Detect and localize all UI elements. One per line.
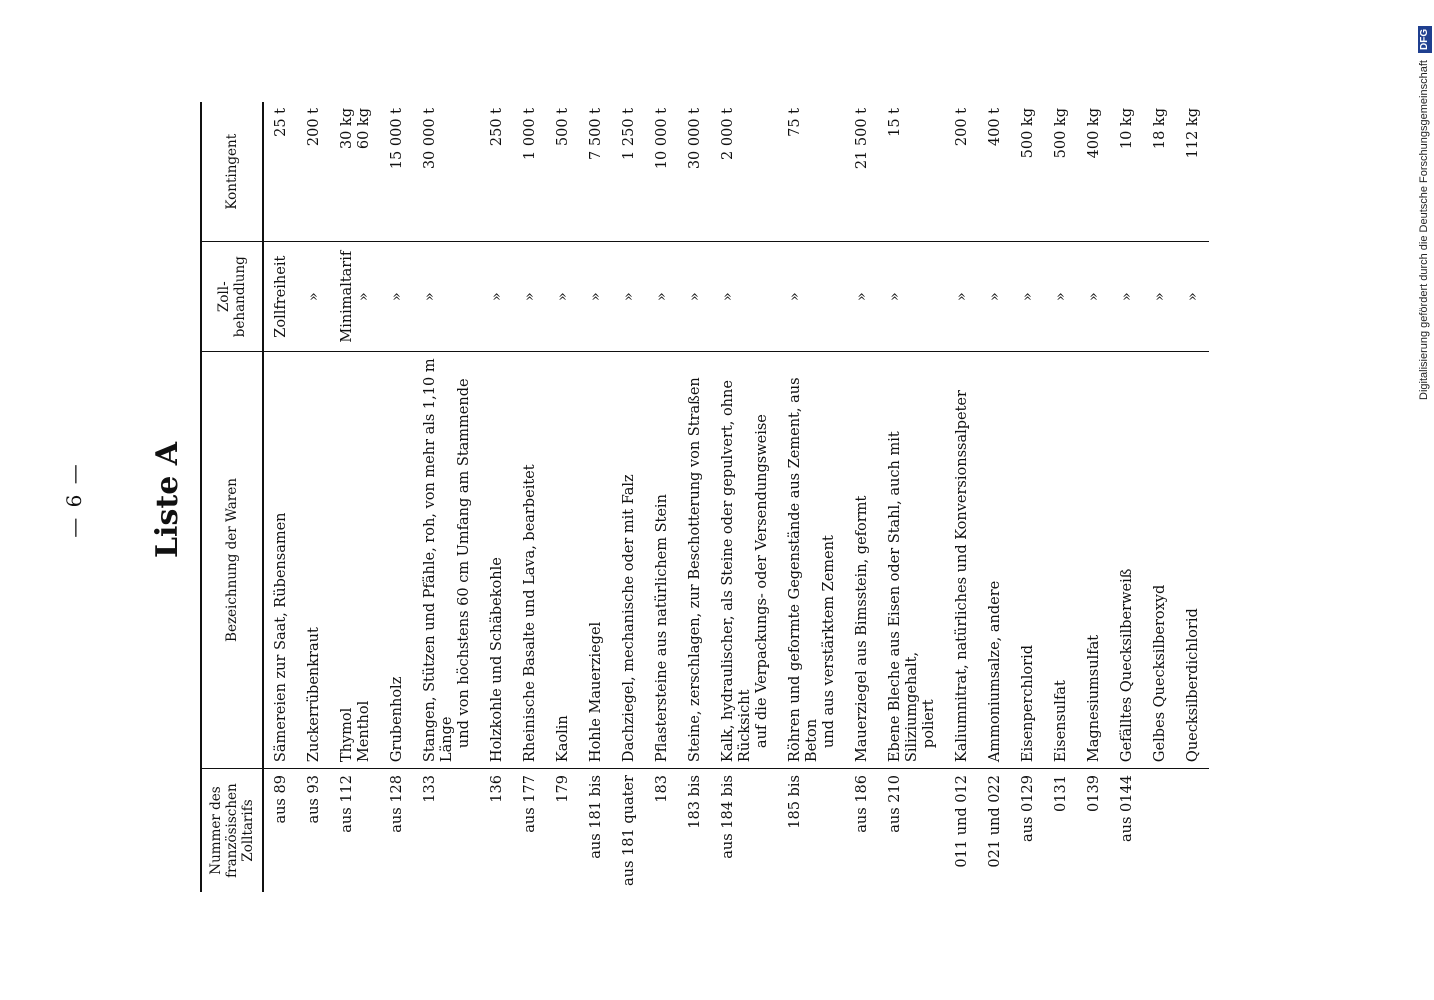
quota-cell (1176, 102, 1209, 242)
quota-value: 7 500 t (588, 108, 604, 160)
table-row (380, 102, 413, 892)
quota-cell (1044, 102, 1077, 242)
goods-quota-table (200, 102, 1209, 892)
table-row (945, 102, 978, 892)
header-customs-treatment: Zollbehandlung (201, 242, 263, 352)
description-line: Hohle Mauerziegel (588, 621, 604, 763)
description-line: poliert (921, 699, 937, 749)
goods-description-cell (645, 351, 678, 768)
tariff-number-cell (1143, 769, 1176, 892)
quota-cell (1011, 102, 1044, 242)
goods-description-cell (778, 351, 845, 768)
tariff-number-cell: aus 177 (522, 775, 538, 833)
quota-cell (413, 102, 480, 242)
customs-treatment-cell: » (778, 242, 845, 352)
description-line: Quecksilberdichlorid (1185, 608, 1201, 763)
quota-value: 250 t (489, 108, 505, 147)
goods-description-cell (678, 351, 711, 768)
customs-treatment-cell: » (945, 242, 978, 352)
table-row (263, 102, 297, 892)
quota-value: 200 t (954, 108, 970, 147)
quota-value: 400 t (987, 108, 1003, 147)
table-row (612, 102, 645, 892)
tariff-number-cell: aus 184 bis (720, 775, 736, 859)
quota-value: 500 t (555, 108, 571, 147)
customs-treatment-cell: » (678, 242, 711, 352)
tariff-number-cell: aus 93 (306, 775, 322, 824)
tariff-number-cell: 183 (654, 775, 670, 803)
customs-treatment-cell: » (1143, 242, 1176, 352)
customs-treatment-cell: » (413, 242, 480, 352)
table-row (711, 102, 778, 892)
tariff-number-cell: aus 181 bis (588, 775, 604, 859)
goods-description-cell (1110, 351, 1143, 768)
quota-value: 200 t (306, 108, 322, 147)
header-tariff-number: Nummer des französischen Zolltarifs (201, 769, 263, 892)
quota-cell (645, 102, 678, 242)
table-row (413, 102, 480, 892)
table-row (1044, 102, 1077, 892)
customs-treatment-cell: » (480, 242, 513, 352)
quota-cell (711, 102, 778, 242)
page-number: — 6 — (62, 462, 86, 538)
tariff-number-cell: 0139 (1086, 775, 1102, 812)
quota-value: 30 kg (339, 108, 355, 150)
quota-cell (546, 102, 579, 242)
description-line: Pflastersteine aus natürlichem Stein (654, 494, 670, 763)
quota-cell (878, 102, 945, 242)
customs-treatment-cell: » (297, 242, 330, 352)
description-line: Gefälltes Quecksilberweiß (1119, 568, 1135, 763)
quota-cell (1077, 102, 1110, 242)
goods-description-cell (1077, 351, 1110, 768)
goods-description-cell (380, 351, 413, 768)
tariff-number-cell: aus 0129 (1020, 775, 1036, 842)
tariff-number-cell: 021 und 022 (987, 775, 1003, 868)
table-row (579, 102, 612, 892)
quota-value: 10 kg (1119, 108, 1135, 150)
description-line: Grubenholz (389, 676, 405, 763)
description-line: auf die Verpackungs- oder Versendungsweise (754, 414, 770, 749)
table-row (845, 102, 878, 892)
quota-cell (978, 102, 1011, 242)
table-body (263, 102, 1209, 892)
goods-description-cell (945, 351, 978, 768)
description-line: Gelbes Quecksilberoxyd (1152, 584, 1168, 763)
goods-description-cell (612, 351, 645, 768)
customs-treatment-cell: » (878, 242, 945, 352)
dfg-logo: DFG (1418, 26, 1432, 53)
dfg-sidebar (1414, 0, 1434, 400)
quota-value: 60 kg (356, 108, 372, 150)
goods-description-cell (263, 351, 297, 768)
customs-treatment-cell: » (546, 242, 579, 352)
quota-cell (579, 102, 612, 242)
description-line: Stangen, Stützen und Pfähle, roh, von mehr als 1,10 m Länge (422, 358, 455, 763)
quota-value: 500 kg (1053, 108, 1069, 159)
tariff-number-cell: aus 89 (273, 775, 289, 824)
customs-treatment-cell: » (1077, 242, 1110, 352)
table-row (678, 102, 711, 892)
description-line: Mauerziegel aus Bimsstein, geformt (854, 495, 870, 763)
quota-cell (263, 102, 297, 242)
description-line: Eisensulfat (1053, 680, 1069, 763)
goods-description-cell (579, 351, 612, 768)
description-line: Menthol (356, 700, 372, 763)
quota-cell (612, 102, 645, 242)
description-line: Kaolin (555, 715, 571, 763)
description-line: und von höchstens 60 cm Umfang am Stammende (456, 378, 472, 749)
quota-value: 2 000 t (720, 108, 736, 160)
quota-value: 112 kg (1185, 108, 1201, 159)
table-row (1143, 102, 1176, 892)
tariff-number-cell: 011 und 012 (954, 775, 970, 868)
quota-value: 1 250 t (621, 108, 637, 160)
goods-description-cell (1011, 351, 1044, 768)
goods-description-cell (1176, 351, 1209, 768)
goods-description-cell (978, 351, 1011, 768)
dfg-funding-note: Digitalisierung gefördert durch die Deutsche Forschungsgemeinschaft (1418, 60, 1430, 400)
goods-description-cell (513, 351, 546, 768)
description-line: Röhren und geformte Gegenstände aus Zement, aus Beton (787, 377, 820, 763)
customs-treatment-cell: » (645, 242, 678, 352)
customs-treatment-cell: » (1110, 242, 1143, 352)
quota-cell (1143, 102, 1176, 242)
customs-treatment-cell: Minimaltarif » (330, 242, 380, 352)
goods-description-cell (297, 351, 330, 768)
tariff-number-cell: aus 181 quater (621, 775, 637, 886)
header-quota: Kontingent (201, 102, 263, 242)
quota-value: 10 000 t (654, 108, 670, 170)
customs-treatment-cell: » (711, 242, 778, 352)
quota-value: 30 000 t (687, 108, 703, 170)
quota-cell (845, 102, 878, 242)
table-row (297, 102, 330, 892)
table-row (513, 102, 546, 892)
tariff-number-cell: 179 (555, 775, 571, 803)
quota-cell (778, 102, 845, 242)
description-line: Eisenperchlorid (1020, 645, 1036, 763)
table-row (1176, 102, 1209, 892)
table-row (330, 102, 380, 892)
quota-value: 1 000 t (522, 108, 538, 160)
description-line: Kaliumnitrat, natürliches und Konversionssalpeter (954, 390, 970, 763)
description-line: Ammoniumsalze, andere (987, 580, 1003, 763)
table-row (645, 102, 678, 892)
quota-value: 15 000 t (389, 108, 405, 170)
quota-cell (330, 102, 380, 242)
tariff-number-cell: aus 210 (887, 775, 903, 833)
tariff-number-cell: 185 bis (787, 775, 803, 829)
customs-treatment-cell: » (513, 242, 546, 352)
table-row (1110, 102, 1143, 892)
goods-description-cell (546, 351, 579, 768)
quota-value: 18 kg (1152, 108, 1168, 150)
description-line: Sämereien zur Saat, Rübensamen (273, 512, 289, 763)
customs-treatment-cell: » (1044, 242, 1077, 352)
table-header-row (201, 102, 263, 892)
description-line: Thymol (339, 707, 355, 763)
table-row (546, 102, 579, 892)
tariff-number-cell (1176, 769, 1209, 892)
quota-value: 75 t (787, 108, 803, 137)
description-line: Dachziegel, mechanische oder mit Falz (621, 474, 637, 763)
quota-value: 25 t (273, 108, 289, 137)
description-line: und aus verstärktem Zement (821, 535, 837, 749)
quota-cell (380, 102, 413, 242)
page-title: Liste A (150, 441, 185, 559)
customs-treatment-cell: Zollfreiheit (263, 242, 297, 352)
header-goods-description: Bezeichnung der Waren (201, 351, 263, 768)
tariff-number-cell: aus 186 (854, 775, 870, 833)
quota-cell (297, 102, 330, 242)
goods-description-cell (480, 351, 513, 768)
tariff-number-cell: 0131 (1053, 775, 1069, 812)
goods-description-cell (878, 351, 945, 768)
goods-description-cell (711, 351, 778, 768)
description-line: Rheinische Basalte und Lava, bearbeitet (522, 464, 538, 763)
description-line: Ebene Bleche aus Eisen oder Stahl, auch mit Siliziumgehalt, (887, 431, 920, 763)
tariff-number-cell: 136 (489, 775, 505, 803)
quota-cell (945, 102, 978, 242)
quota-value: 500 kg (1020, 108, 1036, 159)
description-line: Steine, zerschlagen, zur Beschotterung von Straßen (687, 377, 703, 763)
quota-value: 30 000 t (422, 108, 438, 170)
tariff-number-cell: aus 112 (339, 775, 355, 833)
customs-treatment-cell: » (1176, 242, 1209, 352)
goods-description-cell (845, 351, 878, 768)
customs-treatment-cell: » (380, 242, 413, 352)
quota-cell (1110, 102, 1143, 242)
table-row (978, 102, 1011, 892)
customs-treatment-cell: » (1011, 242, 1044, 352)
quota-value: 400 kg (1086, 108, 1102, 159)
tariff-number-cell: 183 bis (687, 775, 703, 829)
customs-treatment-cell: » (579, 242, 612, 352)
customs-treatment-cell: » (978, 242, 1011, 352)
description-line: Kalk, hydraulischer, als Steine oder gepulvert, ohne Rücksicht (720, 380, 753, 763)
customs-treatment-cell: » (612, 242, 645, 352)
description-line: Holzkohle und Schäbekohle (489, 557, 505, 763)
description-line: Magnesiumsulfat (1086, 634, 1102, 763)
quota-cell (480, 102, 513, 242)
quota-cell (678, 102, 711, 242)
tariff-number-cell: aus 0144 (1119, 775, 1135, 842)
table-row (778, 102, 845, 892)
table-row (1011, 102, 1044, 892)
goods-description-cell (413, 351, 480, 768)
table-row (480, 102, 513, 892)
table-row (1077, 102, 1110, 892)
description-line: Zuckerrübenkraut (306, 627, 322, 763)
goods-description-cell (1044, 351, 1077, 768)
quota-value: 15 t (887, 108, 903, 137)
customs-treatment-cell: » (845, 242, 878, 352)
tariff-number-cell: 133 (422, 775, 438, 803)
goods-description-cell (1143, 351, 1176, 768)
quota-value: 21 500 t (854, 108, 870, 170)
table-row (878, 102, 945, 892)
goods-description-cell (330, 351, 380, 768)
tariff-number-cell: aus 128 (389, 775, 405, 833)
quota-cell (513, 102, 546, 242)
